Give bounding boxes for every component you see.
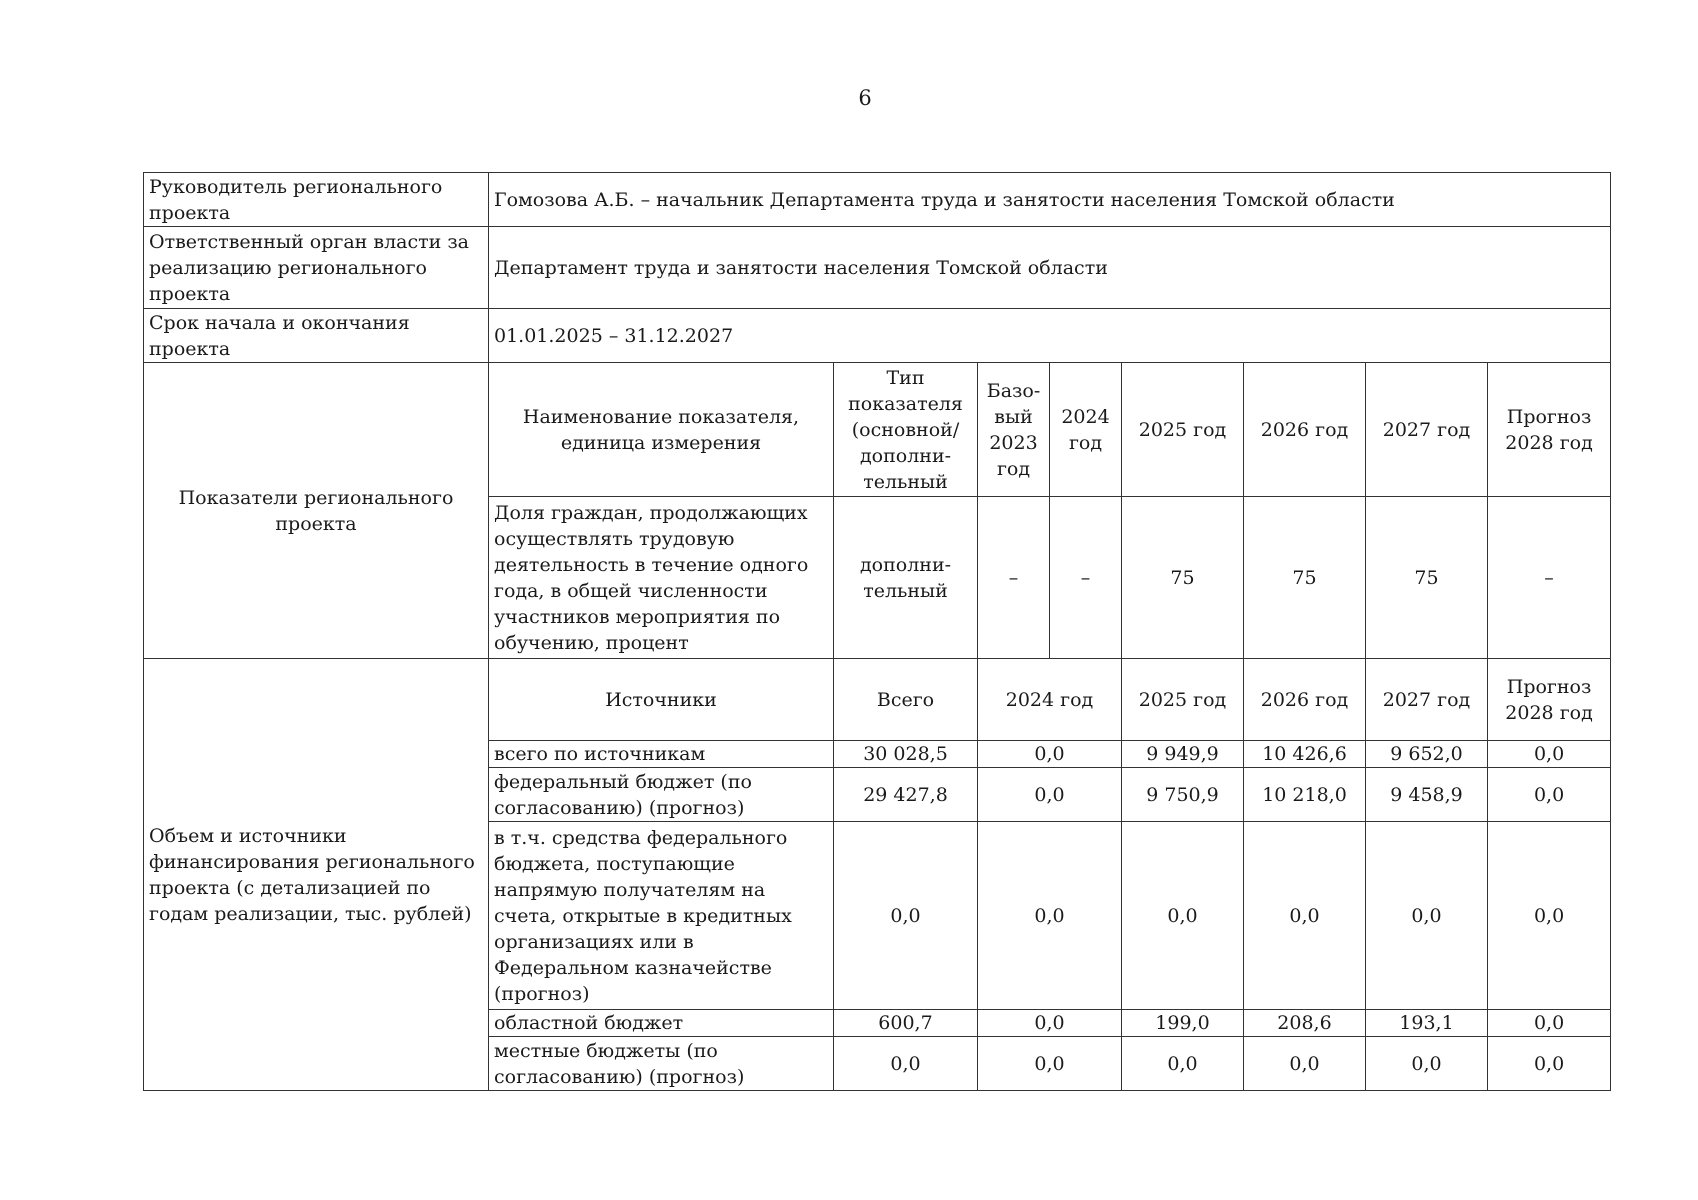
financing-2026: 0,0 [1244, 1037, 1366, 1091]
financing-forecast: 0,0 [1488, 1010, 1611, 1037]
term-value: 01.01.2025 – 31.12.2027 [489, 309, 1611, 363]
page-number: 6 [858, 86, 872, 110]
project-passport-table [143, 172, 1611, 1091]
financing-2024-header: 2024 год [978, 659, 1122, 741]
financing-total: 29 427,8 [834, 768, 978, 822]
indicator-forecast-header: Прогноз 2028 год [1488, 363, 1611, 497]
financing-total: 0,0 [834, 822, 978, 1010]
indicator-2027: 75 [1366, 497, 1488, 659]
indicator-base-header: Базо-вый 2023 год [978, 363, 1050, 497]
financing-source: федеральный бюджет (по согласованию) (прогноз) [489, 768, 834, 822]
financing-2026: 0,0 [1244, 822, 1366, 1010]
head-row [144, 173, 1611, 227]
financing-source: всего по источникам [489, 741, 834, 768]
head-label: Руководитель регионального проекта [144, 173, 489, 227]
indicator-2027-header: 2027 год [1366, 363, 1488, 497]
financing-total: 600,7 [834, 1010, 978, 1037]
financing-2026: 208,6 [1244, 1010, 1366, 1037]
term-row [144, 309, 1611, 363]
indicator-2026: 75 [1244, 497, 1366, 659]
financing-source: местные бюджеты (по согласованию) (прогноз) [489, 1037, 834, 1091]
financing-source: в т.ч. средства федерального бюджета, поступающие напрямую получателям на счета, открытые в кредитных организациях или в Федеральном казначействе (прогноз) [489, 822, 834, 1010]
financing-2025: 0,0 [1122, 822, 1244, 1010]
financing-2025: 9 949,9 [1122, 741, 1244, 768]
financing-2027: 0,0 [1366, 822, 1488, 1010]
financing-2024: 0,0 [978, 822, 1122, 1010]
indicator-base: – [978, 497, 1050, 659]
head-value: Гомозова А.Б. – начальник Департамента труда и занятости населения Томской области [489, 173, 1611, 227]
financing-source-header: Источники [489, 659, 834, 741]
financing-total-header: Всего [834, 659, 978, 741]
financing-2026: 10 218,0 [1244, 768, 1366, 822]
indicator-type-header: Тип показателя (основной/ дополни-тельный [834, 363, 978, 497]
responsible-body-label: Ответственный орган власти за реализацию регионального проекта [144, 227, 489, 309]
financing-2024: 0,0 [978, 1010, 1122, 1037]
financing-2027: 193,1 [1366, 1010, 1488, 1037]
financing-2027: 9 652,0 [1366, 741, 1488, 768]
financing-2024: 0,0 [978, 741, 1122, 768]
financing-2025: 9 750,9 [1122, 768, 1244, 822]
responsible-body-row [144, 227, 1611, 309]
indicator-2025-header: 2025 год [1122, 363, 1244, 497]
financing-forecast: 0,0 [1488, 1037, 1611, 1091]
financing-2027: 9 458,9 [1366, 768, 1488, 822]
indicators-section-label: Показатели регионального проекта [144, 363, 489, 659]
financing-2027-header: 2027 год [1366, 659, 1488, 741]
financing-2027: 0,0 [1366, 1037, 1488, 1091]
financing-total: 30 028,5 [834, 741, 978, 768]
indicator-forecast: – [1488, 497, 1611, 659]
financing-2025: 199,0 [1122, 1010, 1244, 1037]
term-label: Срок начала и окончания проекта [144, 309, 489, 363]
financing-2024: 0,0 [978, 768, 1122, 822]
responsible-body-value: Департамент труда и занятости населения Томской области [489, 227, 1611, 309]
financing-header-row [144, 659, 1611, 741]
financing-2025: 0,0 [1122, 1037, 1244, 1091]
indicator-name-header: Наименование показателя, единица измерения [489, 363, 834, 497]
indicator-name: Доля граждан, продолжающих осуществлять трудовую деятельность в течение одного года, в общей численности участников мероприятия по обучению, процент [489, 497, 834, 659]
financing-forecast: 0,0 [1488, 768, 1611, 822]
indicator-2026-header: 2026 год [1244, 363, 1366, 497]
financing-2026-header: 2026 год [1244, 659, 1366, 741]
financing-total: 0,0 [834, 1037, 978, 1091]
financing-2026: 10 426,6 [1244, 741, 1366, 768]
indicators-header-row [144, 363, 1611, 497]
financing-section-label: Объем и источники финансирования регионального проекта (с детализацией по годам реализации, тыс. рублей) [144, 659, 489, 1091]
financing-forecast: 0,0 [1488, 822, 1611, 1010]
financing-2024: 0,0 [978, 1037, 1122, 1091]
indicator-2024: – [1050, 497, 1122, 659]
financing-source: областной бюджет [489, 1010, 834, 1037]
indicator-2024-header: 2024 год [1050, 363, 1122, 497]
indicator-2025: 75 [1122, 497, 1244, 659]
financing-forecast-header: Прогноз 2028 год [1488, 659, 1611, 741]
financing-2025-header: 2025 год [1122, 659, 1244, 741]
financing-forecast: 0,0 [1488, 741, 1611, 768]
indicator-type: дополни-тельный [834, 497, 978, 659]
